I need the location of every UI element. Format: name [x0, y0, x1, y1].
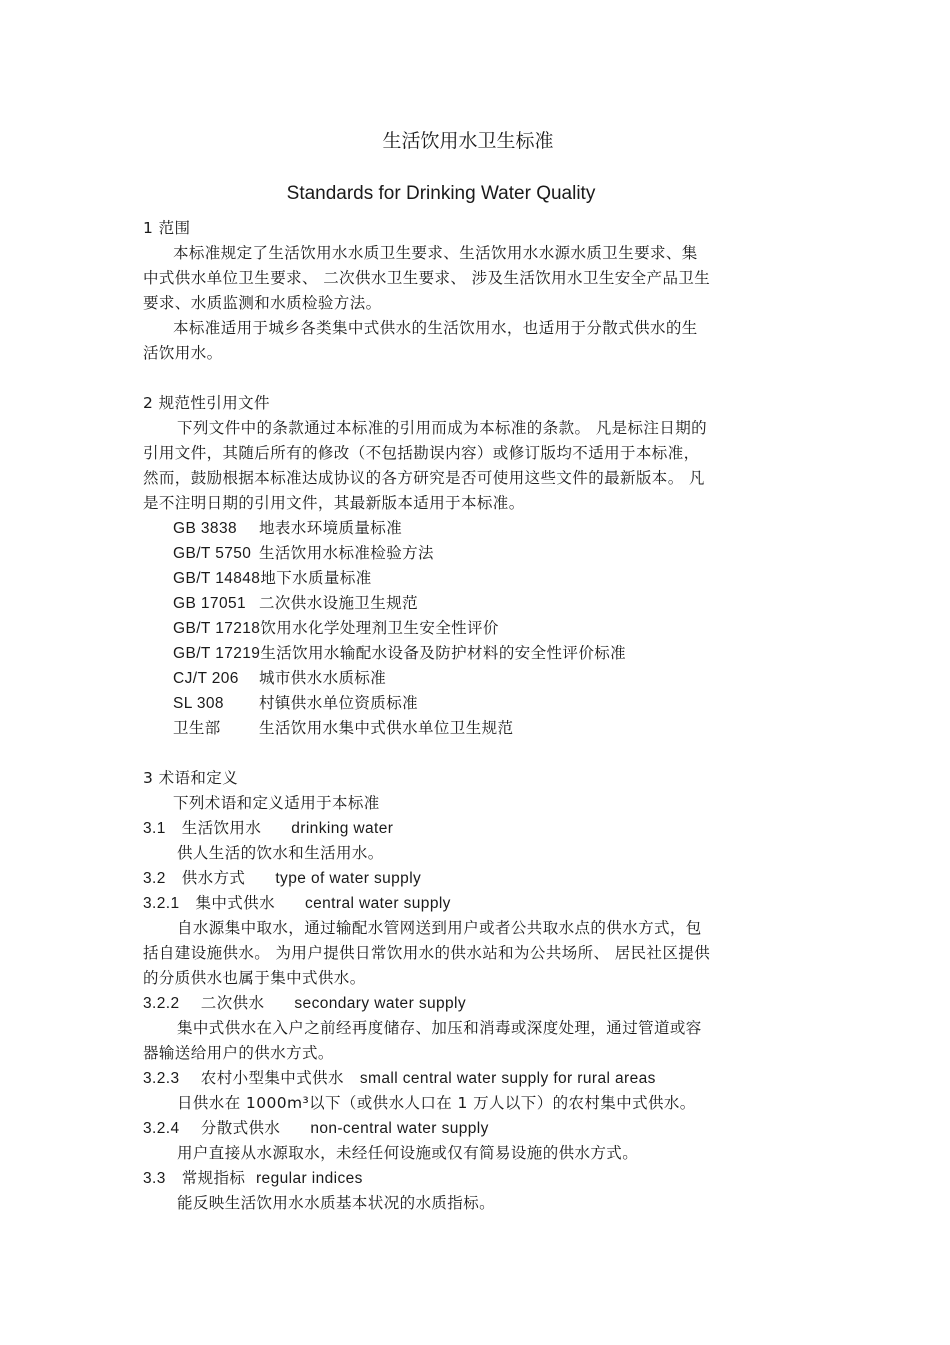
- term-definition: 能反映生活饮用水水质基本状况的水质指标。: [177, 1194, 496, 1212]
- term-definition: 用户直接从水源取水，未经任何设施或仅有简易设施的供水方式。: [177, 1144, 639, 1162]
- document-body: [143, 216, 808, 1216]
- reference-title: 饮用水化学处理剂卫生安全性评价: [260, 619, 499, 637]
- reference-title: 城市供水水质标准: [259, 669, 387, 687]
- term-3-1: 3.1 生活饮用水 drinking water: [143, 819, 394, 837]
- term-definition: 供人生活的饮水和生活用水。: [177, 844, 384, 862]
- paragraph-line: 下列术语和定义适用于本标准: [173, 794, 380, 812]
- section-2-heading: 2 规范性引用文件: [143, 394, 270, 412]
- term-3-2-3: 3.2.3 农村小型集中式供水 small central water supply for rural areas: [143, 1069, 656, 1087]
- reference-item: [143, 666, 808, 691]
- reference-code: GB/T 5750: [173, 545, 252, 562]
- reference-title: 二次供水设施卫生规范: [259, 594, 419, 612]
- paragraph-line: 引用文件，其随后所有的修改（不包括勘误内容）或修订版均不适用于本标准，: [143, 444, 700, 462]
- reference-item: [143, 541, 808, 566]
- term-definition: 日供水在 1000m³以下（或供水人口在 1 万人以下）的农村集中式供水。: [177, 1094, 696, 1112]
- term-3-3: 3.3 常规指标 regular indices: [143, 1169, 363, 1187]
- reference-title: 地下水质量标准: [260, 569, 372, 587]
- reference-code: GB 3838: [173, 520, 237, 537]
- reference-title: 生活饮用水集中式供水单位卫生规范: [259, 719, 514, 737]
- title-chinese: 生活饮用水卫生标准: [382, 130, 554, 152]
- paragraph-line: 然而，鼓励根据本标准达成协议的各方研究是否可使用这些文件的最新版本。 凡: [143, 469, 705, 487]
- reference-code: GB/T 14848: [173, 570, 261, 587]
- section-3-heading: 3 术语和定义: [143, 769, 239, 787]
- term-definition: 括自建设施供水。 为用户提供日常饮用水的供水站和为公共场所、 居民社区提供: [143, 944, 711, 962]
- reference-item: [143, 566, 808, 591]
- term-3-2-2: 3.2.2 二次供水 secondary water supply: [143, 994, 467, 1012]
- paragraph-line: 是不注明日期的引用文件，其最新版本适用于本标准。: [143, 494, 525, 512]
- reference-code: 卫生部: [173, 719, 221, 737]
- reference-title: 生活饮用水输配水设备及防护材料的安全性评价标准: [260, 644, 627, 662]
- paragraph-line: 本标准适用于城乡各类集中式供水的生活饮用水，也适用于分散式供水的生: [173, 319, 698, 337]
- paragraph-line: 活饮用水。: [143, 344, 223, 362]
- reference-item: [143, 616, 808, 641]
- term-definition: 自水源集中取水，通过输配水管网送到用户或者公共取水点的供水方式，包: [177, 919, 702, 937]
- section-1-heading: 1 范围: [143, 219, 191, 237]
- reference-title: 生活饮用水标准检验方法: [259, 544, 434, 562]
- title-english: Standards for Drinking Water Quality: [286, 183, 596, 204]
- reference-code: GB 17051: [173, 595, 247, 612]
- term-definition: 集中式供水在入户之前经再度储存、加压和消毒或深度处理，通过管道或容: [177, 1019, 702, 1037]
- reference-item: [143, 516, 808, 541]
- paragraph-line: 要求、水质监测和水质检验方法。: [143, 294, 382, 312]
- term-3-2-1: 3.2.1 集中式供水 central water supply: [143, 894, 451, 912]
- reference-item: [143, 716, 808, 741]
- reference-code: CJ/T 206: [173, 670, 239, 687]
- paragraph-line: 中式供水单位卫生要求、 二次供水卫生要求、 涉及生活饮用水卫生安全产品卫生: [143, 269, 711, 287]
- term-3-2: 3.2 供水方式 type of water supply: [143, 869, 422, 887]
- term-3-2-4: 3.2.4 分散式供水 non-central water supply: [143, 1119, 489, 1137]
- term-definition: 的分质供水也属于集中式供水。: [143, 969, 366, 987]
- paragraph-line: 下列文件中的条款通过本标准的引用而成为本标准的条款。 凡是标注日期的: [177, 419, 708, 437]
- reference-code: SL 308: [173, 695, 224, 712]
- reference-code: GB/T 17218: [173, 620, 261, 637]
- reference-title: 地表水环境质量标准: [259, 519, 403, 537]
- reference-item: [143, 691, 808, 716]
- reference-code: GB/T 17219: [173, 645, 261, 662]
- reference-title: 村镇供水单位资质标准: [259, 694, 419, 712]
- paragraph-line: 本标准规定了生活饮用水水质卫生要求、生活饮用水水源水质卫生要求、集: [173, 244, 698, 262]
- reference-item: [143, 591, 808, 616]
- term-definition: 器输送给用户的供水方式。: [143, 1044, 334, 1062]
- reference-item: [143, 641, 808, 666]
